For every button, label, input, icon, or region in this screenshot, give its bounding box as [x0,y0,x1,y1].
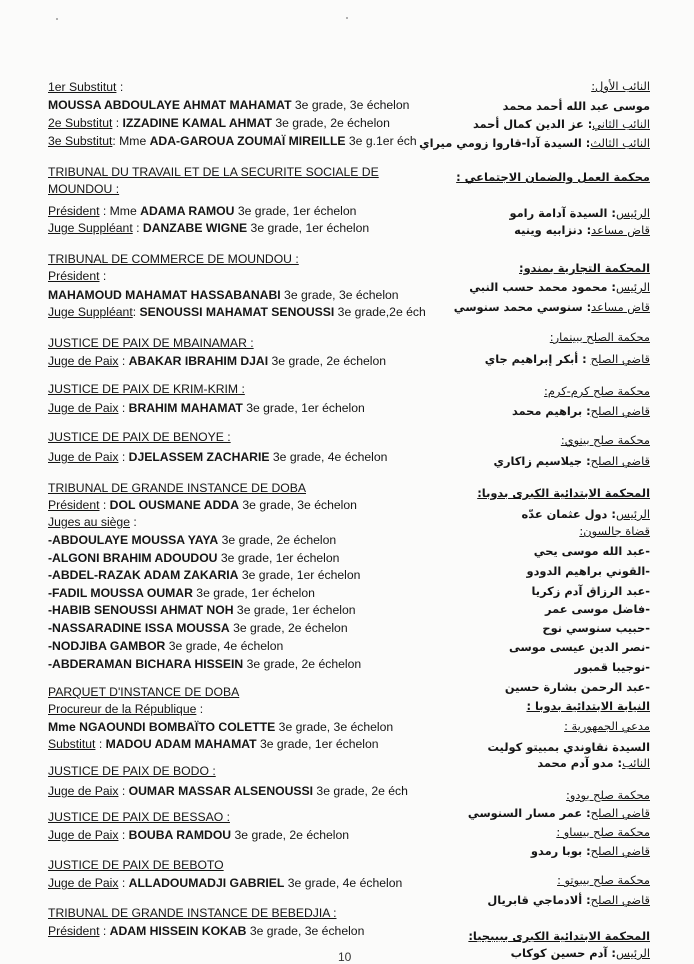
left-text: : [118,828,129,842]
left-text: 3e grade, 2e éch [313,784,408,798]
left-line [48,568,360,583]
right-text: : عز الدين كمال أحمد [472,117,593,131]
left-text: : [132,305,140,319]
left-text: : [99,924,110,938]
left-line [48,924,364,939]
left-line [48,533,336,548]
left-text: : [132,221,143,235]
left-line [48,430,231,445]
right-text: -حبيب سنوسي نوح [542,621,650,635]
left-text: -ALGONI BRAHIM ADOUDOU [48,551,218,565]
right-text: : السيدة آدامة رامو [509,206,616,220]
left-text: 3e grade, 2e échelon [268,354,387,368]
left-text: Juge de Paix [48,401,119,415]
left-text: JUSTICE DE PAIX DE MBAINAMAR : [48,336,254,350]
right-line [456,170,650,185]
left-text: OUMAR MASSAR ALSENOUSSI [128,784,314,798]
left-text: DANZABE WIGNE [142,221,248,235]
left-text: -FADIL MOUSSA OUMAR [48,586,193,600]
right-text: النائب [622,756,650,770]
right-line [477,486,650,501]
left-text: Mme NGAOUNDI BOMBAÏTO COLETTE [48,720,276,734]
left-line [48,80,123,95]
left-line [48,269,106,284]
left-text: 1er Substitut [48,80,117,94]
right-line [505,680,650,695]
left-text: TRIBUNAL DE COMMERCE DE MOUNDOU : [48,252,299,266]
left-text: 3e Substitut [48,134,113,148]
left-text: Président [48,269,100,283]
right-line [527,564,651,579]
left-text: 3e grade, 2e échelon [231,828,350,842]
left-text: 3e grade, 1er échelon [192,586,315,600]
right-text: قاضي الصلح [590,352,650,366]
right-line [591,79,650,94]
left-text: : [99,269,107,283]
left-line [48,603,356,618]
right-line [545,602,650,617]
right-line [511,946,650,961]
left-text: TRIBUNAL DE GRANDE INSTANCE DE BEBEDJIA : [48,906,337,920]
right-text: الرئيس [615,280,650,294]
right-text: المحكمة الابتدائية الكبرى ببيبجيا: [468,929,650,943]
left-line [48,515,137,530]
right-line [512,404,650,419]
right-line [514,223,650,238]
right-line [468,929,650,944]
right-text: محكمة صلح بيساو : [556,825,650,839]
right-text: موسى عبد الله أحمد محمد [502,99,650,113]
right-line [519,261,650,276]
left-line [48,481,306,496]
right-line [509,206,650,221]
left-text: 3e grade, 3e échelon [280,288,399,302]
right-text: الرئيس [615,206,650,220]
left-text: -ABDOULAYE MOUSSA YAYA [48,533,219,547]
left-text: 3e grade, 1er échelon [242,401,365,415]
left-line [48,906,337,921]
left-text: 3e grade, 1er échelon [234,204,357,218]
left-text: : Mme [99,204,141,218]
left-text: 3e g.1er éch [345,134,417,148]
left-text: JUSTICE DE PAIX DE BENOYE : [48,430,231,444]
right-text: قاض مساعد [591,300,650,314]
left-text: -HABIB SENOUSSI AHMAT NOH [48,603,234,617]
left-text: 3e grade, 1er échelon [238,568,361,582]
right-line [454,300,650,315]
left-line [48,784,408,799]
right-text: : محمود محمد حسب النبي [469,280,616,294]
left-text: Juge de Paix [48,784,119,798]
left-line [48,657,361,672]
right-text: المحكمة التجارية بمندو: [519,261,650,275]
right-line [473,117,650,132]
page-number: 10 [338,950,352,964]
right-text: : ألادماجي قابريال [487,893,591,907]
right-text: النائب الثالث [590,136,650,150]
right-line [494,454,650,469]
left-text: IZZADINE KAMAL AHMAT [122,116,272,130]
right-text: : أبكر إبراهيم جاي [484,352,591,366]
right-text: محكمة صلح بينوي: [560,433,650,447]
right-text: -نوجيبا قمبور [574,660,650,674]
left-text: TRIBUNAL DE GRANDE INSTANCE DE DOBA [48,481,307,495]
left-text: 3e grade, 4e échelon [165,639,284,653]
right-text: محكمة العمل والضمان الاجتماعي : [456,170,650,184]
left-text: DOL OUSMANE ADDA [109,498,239,512]
right-text: محكمة صلح كرم-كرم: [544,384,650,398]
left-line [48,305,426,320]
left-text: : [99,498,110,512]
left-text: MAHAMOUD MAHAMAT HASSABANABI [48,288,281,302]
left-text: TRIBUNAL DU TRAVAIL ET DE LA SECURITE SOCIALE DE [48,165,379,179]
left-line [48,828,349,843]
left-text: : [130,515,137,529]
left-text: ADA-GAROUA ZOUMAÏ MIREILLE [149,134,346,148]
right-text: النيابة الابتدائية بدوبا : [526,699,650,713]
left-text: ALLADOUMADJI GABRIEL [128,876,285,890]
left-line [48,221,369,236]
right-text: قاض مساعد [591,223,650,237]
right-line [509,640,650,655]
left-text: 3e grade,2e éch [334,305,426,319]
left-line [48,810,230,825]
left-text: : [116,80,124,94]
right-text: : السيدة آدا-قاروا زومي ميراي [419,136,591,150]
left-line [48,498,357,513]
left-line [48,737,379,752]
left-line [48,450,387,465]
left-text: -ABDERAMAN BICHARA HISSEIN [48,657,244,671]
right-text: محكمة صلح بودو: [566,788,650,802]
left-text: : [196,702,204,716]
left-text: : [112,116,123,130]
left-text: JUSTICE DE PAIX DE KRIM-KRIM : [48,382,245,396]
left-line [48,382,245,397]
left-text: : [118,401,129,415]
right-text: -فاضل موسى عمر [545,602,650,616]
right-text: قاضي الصلح [590,454,650,468]
left-line [48,354,386,369]
right-text: : عمر مسار السنوسي [467,806,591,820]
right-text: : سنوسي محمد سنوسي [453,300,592,314]
left-text: 3e grade, 4e échelon [269,450,388,464]
right-text: -عبد الله موسى يحي [533,544,650,558]
left-text: SENOUSSI MAHAMAT SENOUSSI [139,305,335,319]
left-line [48,336,254,351]
left-text: -ABDEL-RAZAK ADAM ZAKARIA [48,568,239,582]
scan-speck [346,17,348,19]
scan-speck [56,18,58,20]
right-line [561,433,650,448]
left-text: 3e grade, 1er échelon [217,551,340,565]
right-line [526,699,650,714]
left-line [48,720,393,735]
right-line [531,844,650,859]
right-line [564,719,650,734]
left-line [48,586,315,601]
right-text: قاضي الصلح [590,404,650,418]
left-line [48,764,216,779]
left-text: Président [48,498,100,512]
left-line [48,204,356,219]
left-text: Juge de Paix [48,450,119,464]
right-text: : براهيم محمد [511,404,591,418]
left-line [48,134,417,149]
left-text: Président [48,924,100,938]
right-line [487,740,650,755]
left-text: 3e grade, 4e échelon [284,876,403,890]
right-text: : بوبا رمدو [530,844,591,858]
right-text: قاضي الصلح [590,844,650,858]
right-line [542,621,650,636]
right-text: الرئيس [615,507,650,521]
right-text: -القوني براهيم الدودو [526,564,650,578]
right-line [469,280,650,295]
right-text: النائب الثاني [592,117,650,131]
right-text: محكمة صلح بيبوتو : [557,873,650,887]
left-line [48,858,224,873]
left-line [48,182,119,197]
right-line [487,893,650,908]
right-text: قاضي الصلح [590,806,650,820]
left-line [48,252,299,267]
right-text: السيدة نقاوندي بمبيتو كوليت [487,740,650,754]
right-text: : دول عثمان عدّه [521,507,616,521]
right-line [503,99,650,114]
left-line [48,621,348,636]
right-line [419,136,650,151]
left-text: ADAM HISSEIN KOKAB [109,924,247,938]
left-text: -NODJIBA GAMBOR [48,639,166,653]
left-text: Président [48,204,100,218]
right-line [557,873,650,888]
left-text: BOUBA RAMDOU [128,828,232,842]
left-text: 3e grade, 3e échelon [291,98,410,112]
left-text: Juge de Paix [48,876,119,890]
left-text: 3e grade, 1er échelon [233,603,356,617]
left-text: 3e grade, 2e échelon [229,621,348,635]
left-text: Juges au siège [48,515,130,529]
left-text: -NASSARADINE ISSA MOUSSA [48,621,230,635]
left-text: 3e grade, 2e échelon [271,116,390,130]
right-text: قضاة جالسون: [579,524,650,538]
right-line [522,507,650,522]
left-text: Substitut [48,737,96,751]
left-text: JUSTICE DE PAIX DE BESSAO : [48,810,230,824]
right-line [532,584,650,599]
left-line [48,702,203,717]
right-text: النائب الأول: [591,79,650,93]
right-line [468,806,650,821]
left-text: 3e grade, 3e échelon [239,498,357,512]
left-text: Juge de Paix [48,354,119,368]
left-text: 3e grade, 1er échelon [256,737,379,751]
right-line [579,524,650,539]
left-text: 3e grade, 3e échelon [246,924,365,938]
right-line [534,544,650,559]
right-text: قاضي الصلح [590,893,650,907]
right-line [566,788,650,803]
left-text: Juge Suppléant [48,221,133,235]
left-text: : Mme [112,134,150,148]
right-text: الرئيس [615,946,650,960]
right-text: المحكمة الابتدائية الكبرى بدوبا: [477,486,650,500]
left-text: 3e grade, 2e échelon [218,533,337,547]
right-text: : مدو آدم محمد [537,756,623,770]
left-text: ABAKAR IBRAHIM DJAI [128,354,269,368]
left-text: Juge Suppléant [48,305,133,319]
right-text: : آدم حسين كوكاب [510,946,616,960]
left-text: : [118,784,129,798]
right-text: -عبد الرزاق آدم زكريا [531,584,650,598]
left-text: MOUSSA ABDOULAYE AHMAT MAHAMAT [48,98,292,112]
right-text: محكمة الصلح ببينمار: [549,330,650,344]
left-text: Procureur de la République [48,702,197,716]
left-line [48,288,399,303]
left-text: 3e grade, 1er échelon [247,221,370,235]
right-line [575,660,650,675]
right-line [544,384,650,399]
left-text: 3e grade, 2e échelon [243,657,362,671]
right-line [556,825,650,840]
left-line [48,685,239,700]
left-line [48,165,379,180]
left-line [48,639,283,654]
left-text: ADAMA RAMOU [140,204,235,218]
left-text: DJELASSEM ZACHARIE [128,450,270,464]
right-text: مدعي الجمهورية : [564,719,650,733]
left-text: : [118,354,129,368]
right-text: -عبد الرحمن بشارة حسين [504,680,650,694]
right-text: : جيلاسيم زاكاري [493,454,591,468]
left-line [48,876,402,891]
left-text: : [118,450,129,464]
right-text: -نصر الدين عيسى موسى [509,640,650,654]
left-text: JUSTICE DE PAIX DE BEBOTO [48,858,224,872]
left-text: : [118,876,129,890]
left-text: MOUNDOU : [48,182,120,196]
left-text: BRAHIM MAHAMAT [128,401,243,415]
left-line [48,116,390,131]
left-line [48,551,339,566]
right-text: : دنزابيه وينيه [514,223,592,237]
right-line [550,330,650,345]
left-line [48,98,409,113]
left-text: 3e grade, 3e échelon [275,720,394,734]
left-text: JUSTICE DE PAIX DE BODO : [48,764,216,778]
left-text: MADOU ADAM MAHAMAT [105,737,257,751]
left-text: Juge de Paix [48,828,119,842]
left-text: : [95,737,106,751]
left-line [48,401,365,416]
right-line [485,352,650,367]
left-text: 2e Substitut [48,116,113,130]
left-text: PARQUET D'INSTANCE DE DOBA [48,685,240,699]
right-line [537,756,650,771]
